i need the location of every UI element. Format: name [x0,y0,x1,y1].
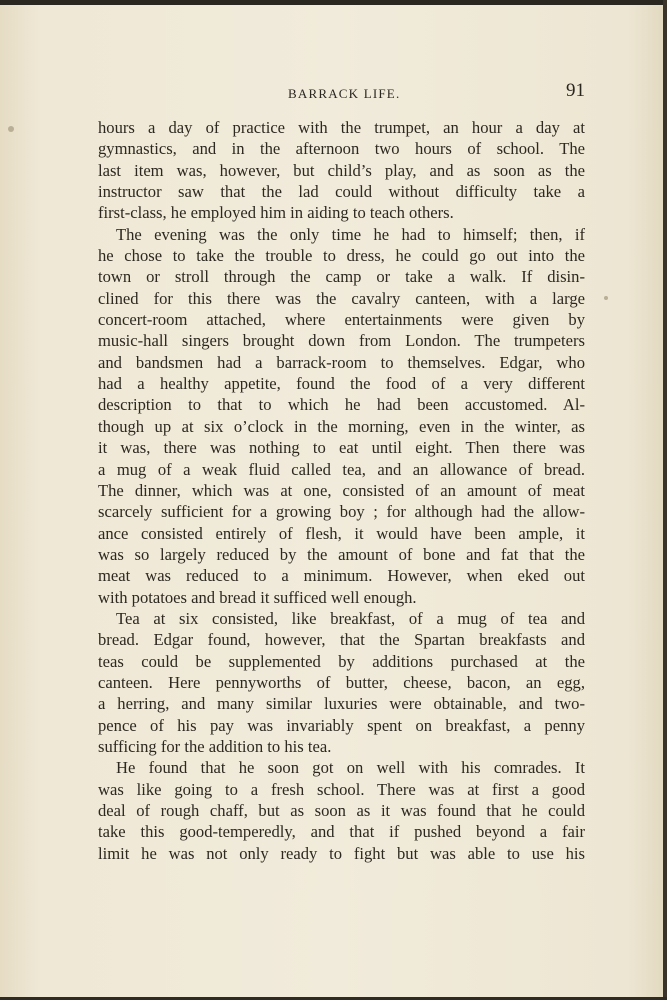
text-line: pence of his pay was invariably spent on breakfast, a penny [98,715,585,735]
running-head [98,80,585,106]
text-line: with potatoes and bread it sufficed well enough. [98,587,417,607]
text-line: deal of rough chaff, but as soon as it was found that he could [98,801,585,820]
text-line: Tea at six consisted, like breakfast, of a mug of tea and [116,608,585,628]
running-head-title: BARRACK LIFE. [288,86,401,101]
text-line: take this good-temperedly, and that if pushed beyond a fair [98,822,585,842]
text-line: limit he was not only ready to fight but was able to use his [98,843,585,863]
paper-speck [8,126,14,132]
paper-speck [604,296,608,300]
text-line: town or stroll through the camp or take a walk. If disin- [98,267,585,287]
text-line: ance consisted entirely of flesh, it would have been ample, it [98,523,585,543]
text-line: last item was, however, but child’s play, and as soon as the [98,160,585,180]
text-line: clined for this there was the cavalry canteen, with a large [98,288,585,308]
scan-top-edge [0,0,667,5]
text-line: meat was reduced to a minimum. However, when eked out [98,566,585,586]
text-line: first-class, he employed him in aiding to teach others. [98,203,454,223]
text-line: He found that he soon got on well with his comrades. It [116,758,585,778]
body-text [98,117,585,864]
text-line: canteen. Here pennyworths of butter, cheese, bacon, an egg, [98,672,585,692]
text-line: was like going to a fresh school. There was at first a good [98,779,585,799]
text-line: bread. Edgar found, however, that the Spartan breakfasts and [98,630,585,650]
text-line: The evening was the only time he had to himself; then, if [116,224,585,244]
text-line: music-hall singers brought down from London. The trumpeters [98,331,585,351]
text-line: was so largely reduced by the amount of bone and fat that the [98,544,585,564]
text-line: a mug of a weak fluid called tea, and an allowance of bread. [98,459,585,479]
text-line: The dinner, which was at one, consisted of an amount of meat [98,480,585,500]
text-line: description to that to which he had been accustomed. Al- [98,395,585,415]
text-line: scarcely sufficient for a growing boy ; for although had the allow- [98,502,585,522]
text-line: teas could be supplemented by additions purchased at the [98,651,585,671]
text-line: hours a day of practice with the trumpet, an hour a day at [98,118,585,137]
text-line: he chose to take the trouble to dress, he could go out into the [98,246,585,266]
text-line: concert-room attached, where entertainments were given by [98,310,585,330]
text-line: it was, there was nothing to eat until eight. Then there was [98,438,585,458]
text-line: a herring, and many similar luxuries were obtainable, and two- [98,694,585,714]
page-number: 91 [566,80,585,101]
scan-right-edge [663,0,667,1000]
text-line: had a healthy appetite, found the food of a very different [98,374,585,394]
text-line: and bandsmen had a barrack-room to themselves. Edgar, who [98,352,585,372]
text-line: though up at six o’clock in the morning, even in the winter, as [98,416,585,436]
text-line: instructor saw that the lad could without difficulty take a [98,182,585,202]
text-line: gymnastics, and in the afternoon two hours of school. The [98,139,585,159]
text-line: sufficing for the addition to his tea. [98,736,332,756]
